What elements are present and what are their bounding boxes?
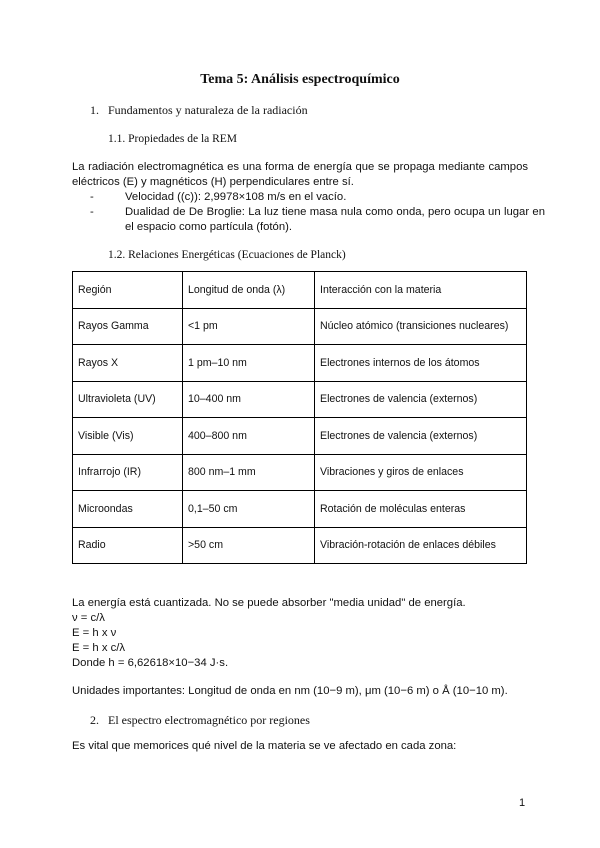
planck-constant-text: Donde h = 6,62618×10−34 J·s.	[72, 657, 229, 669]
table-row	[73, 381, 527, 418]
section-2-paragraph: Es vital que memorices qué nivel de la materia se ve afectado en cada zona:	[72, 740, 457, 752]
cell-wavelength: 10–400 nm	[183, 381, 315, 418]
energy-quantized-text: La energía está cuantizada. No se puede absorber "media unidad" de energía.	[72, 597, 466, 609]
bullet-text-continued: el espacio como partícula (fotón).	[125, 221, 293, 233]
subsection-1-2-heading: 1.2. Relaciones Energéticas (Ecuaciones de Planck)	[108, 249, 346, 261]
cell-region: Radio	[73, 527, 183, 564]
page-title: Tema 5: Análisis espectroquímico	[200, 72, 400, 87]
cell-interaction: Vibraciones y giros de enlaces	[315, 454, 527, 491]
cell-wavelength: 1 pm–10 nm	[183, 345, 315, 382]
cell-interaction: Vibración-rotación de enlaces débiles	[315, 527, 527, 564]
rem-paragraph-line-2: eléctricos (E) y magnéticos (H) perpendiculares entre sí.	[72, 176, 354, 188]
table-row	[73, 345, 527, 382]
table-header-row	[73, 272, 527, 309]
cell-region: Visible (Vis)	[73, 418, 183, 455]
equation-frequency: ν = c/λ	[72, 612, 105, 624]
section-1-heading: Fundamentos y naturaleza de la radiación	[108, 103, 308, 117]
table-row	[73, 308, 527, 345]
header-cell-region: Región	[73, 272, 183, 309]
rem-paragraph-line-1: La radiación electromagnética es una forma de energía que se propaga mediante campos	[72, 161, 528, 173]
cell-region: Rayos Gamma	[73, 308, 183, 345]
cell-interaction: Electrones de valencia (externos)	[315, 381, 527, 418]
cell-region: Ultravioleta (UV)	[73, 381, 183, 418]
table-row	[73, 454, 527, 491]
cell-wavelength: 0,1–50 cm	[183, 491, 315, 528]
cell-interaction: Electrones de valencia (externos)	[315, 418, 527, 455]
cell-wavelength: 400–800 nm	[183, 418, 315, 455]
cell-interaction: Rotación de moléculas enteras	[315, 491, 527, 528]
section-2-number: 2.	[90, 713, 99, 727]
section-2-heading: El espectro electromagnético por regiones	[108, 713, 310, 727]
page-number: 1	[519, 797, 526, 809]
bullet-dash: -	[90, 206, 94, 218]
cell-wavelength: 800 nm–1 mm	[183, 454, 315, 491]
section-1-number: 1.	[90, 103, 99, 117]
table-row	[73, 418, 527, 455]
header-cell-interaction: Interacción con la materia	[315, 272, 527, 309]
cell-interaction: Electrones internos de los átomos	[315, 345, 527, 382]
units-text: Unidades importantes: Longitud de onda en nm (10−9 m), μm (10−6 m) o Å (10−10 m).	[72, 685, 508, 697]
table-row	[73, 491, 527, 528]
header-cell-wavelength: Longitud de onda (λ)	[183, 272, 315, 309]
rem-paragraph	[72, 160, 528, 190]
bullet-text: Velocidad ((c)): 2,9978×108 m/s en el vacío.	[125, 191, 347, 203]
equation-energy-frequency: E = h x ν	[72, 627, 117, 639]
equation-energy-wavelength: E = h x c/λ	[72, 642, 126, 654]
subsection-1-1-heading: 1.1. Propiedades de la REM	[108, 133, 238, 145]
cell-wavelength: <1 pm	[183, 308, 315, 345]
table-row	[73, 527, 527, 564]
cell-wavelength: >50 cm	[183, 527, 315, 564]
cell-region: Rayos X	[73, 345, 183, 382]
bullet-dash: -	[90, 191, 94, 203]
cell-interaction: Núcleo atómico (transiciones nucleares)	[315, 308, 527, 345]
rem-regions-table	[72, 271, 527, 564]
bullet-item	[90, 205, 545, 237]
cell-region: Infrarrojo (IR)	[73, 454, 183, 491]
cell-region: Microondas	[73, 491, 183, 528]
bullet-text: Dualidad de De Broglie: La luz tiene masa nula como onda, pero ocupa un lugar en	[125, 206, 545, 218]
